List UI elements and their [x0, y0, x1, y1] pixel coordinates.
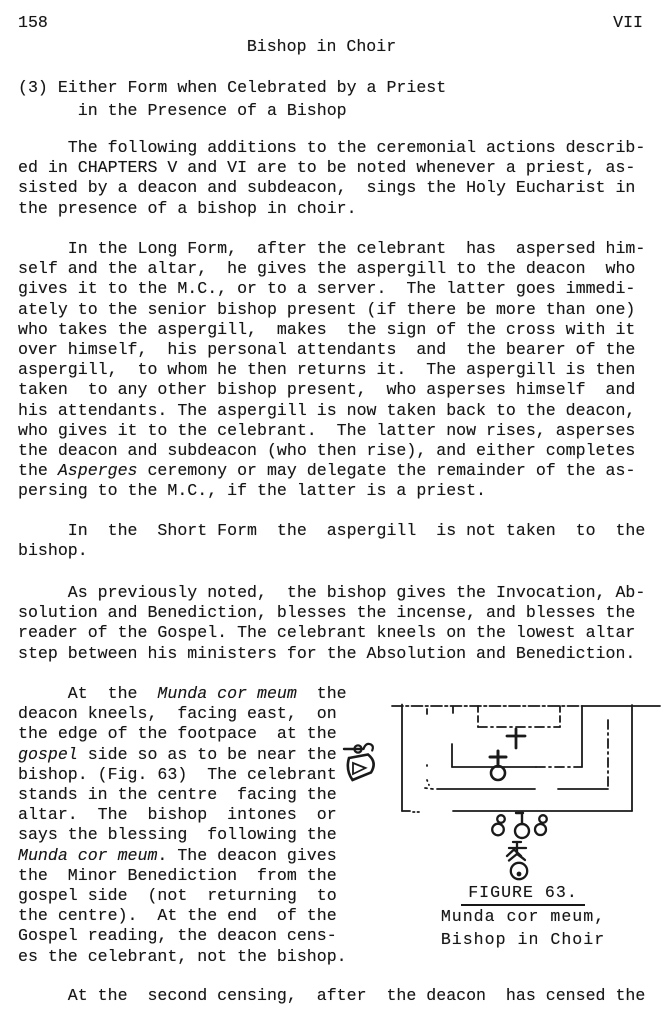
- text-line: over himself, his personal attendants and the bearer of the: [18, 340, 636, 360]
- section-heading: [18, 77, 446, 122]
- text-line: bishop. (Fig. 63) The celebrant: [18, 764, 337, 784]
- paragraph-3: [18, 521, 645, 561]
- bishop-choir-seat-icon: [348, 755, 374, 781]
- text-line: gospel side (not returning to: [18, 886, 337, 906]
- paragraph-1: [18, 138, 645, 219]
- text-line: As previously noted, the bishop gives the Invocation, Ab-: [18, 583, 646, 602]
- paragraph-2: [18, 239, 645, 502]
- kneeling-deacon-icon: [490, 751, 506, 780]
- text-line: taken to any other bishop present, who asperses himself and: [18, 380, 636, 400]
- text-line: the presence of a bishop in choir.: [18, 198, 357, 218]
- text-line: gives it to the M.C., or to a server. The latter goes immedi-: [18, 279, 636, 299]
- text-line: ed in CHAPTERS V and VI are to be noted whenever a priest, as-: [18, 158, 636, 178]
- running-title: Bishop in Choir: [246, 37, 397, 56]
- text-line: in the Presence of a Bishop: [18, 100, 347, 120]
- text-line: the Minor Benediction from the: [18, 865, 337, 885]
- text-line: persing to the M.C., if the latter is a priest.: [18, 481, 487, 501]
- text-line: solution and Benediction, blesses the incense, and blesses the: [18, 603, 636, 623]
- figure-caption-title: FIGURE 63.: [461, 883, 585, 906]
- text-line: reader of the Gospel. The celebrant kneels on the lowest altar: [18, 623, 636, 643]
- text-line: his attendants. The aspergill is now taken back to the deacon,: [18, 400, 636, 420]
- text-line: who gives it to the celebrant. The latter now rises, asperses: [18, 420, 636, 440]
- altar-cross-icon: [507, 729, 525, 748]
- text-line: At the Munda cor meum the: [18, 684, 347, 703]
- chapter-numeral: VII: [613, 13, 643, 32]
- bishop-crozier-icon: [344, 744, 373, 753]
- text-line: At the second censing, after the deacon has censed the: [18, 986, 646, 1005]
- altar-outline: [478, 706, 560, 727]
- paragraph-4: [18, 583, 645, 664]
- text-line: altar. The bishop intones or: [18, 805, 337, 825]
- text-line: the deacon and subdeacon (who then rise), and either completes: [18, 441, 636, 461]
- text-line: (3) Either Form when Celebrated by a Priest: [18, 78, 447, 97]
- page-number: 158: [18, 13, 48, 32]
- text-line: Gospel reading, the deacon cens-: [18, 926, 337, 946]
- text-line: The following additions to the ceremonial actions describ-: [18, 138, 646, 157]
- text-line: deacon kneels, facing east, on: [18, 704, 337, 724]
- text-line: the edge of the footpace at the: [18, 724, 337, 744]
- text-line: bishop.: [18, 541, 88, 561]
- text-line: sisted by a deacon and subdeacon, sings the Holy Eucharist in: [18, 178, 636, 198]
- figure-caption-line1: Munda cor meum,: [440, 907, 606, 926]
- text-line: gospel side so as to be near the: [18, 744, 337, 764]
- text-line: step between his ministers for the Absolution and Benediction.: [18, 643, 636, 663]
- figure-caption-line2: Bishop in Choir: [440, 929, 606, 949]
- assistant-left-icon: [492, 815, 505, 835]
- sanctuary-outline: [392, 705, 660, 812]
- text-line: In the Long Form, after the celebrant has aspersed him-: [18, 239, 646, 258]
- text-line: who takes the aspergill, makes the sign of the cross with it: [18, 319, 636, 339]
- text-line: es the celebrant, not the bishop.: [18, 946, 347, 966]
- text-line: aspergill, to whom he then returns it. The aspergill is then: [18, 360, 636, 380]
- paragraph-5-left-column: [18, 684, 358, 967]
- celebrant-icon: [515, 813, 529, 838]
- text-line: the centre). At the end of the: [18, 906, 337, 926]
- text-line: In the Short Form the aspergill is not taken to the: [18, 521, 646, 540]
- text-line: the Asperges ceremony or may delegate the remainder of the as-: [18, 461, 636, 481]
- text-line: self and the altar, he gives the aspergill to the deacon who: [18, 259, 636, 279]
- text-line: says the blessing following the: [18, 825, 337, 845]
- paragraph-6-first-line: [18, 986, 645, 1006]
- figure-caption: [378, 883, 665, 951]
- text-line: Munda cor meum. The deacon gives: [18, 845, 337, 865]
- text-line: ately to the senior bishop present (if there be more than one): [18, 299, 636, 319]
- text-line: stands in the centre facing the: [18, 785, 337, 805]
- figure-63-diagram: [340, 688, 665, 898]
- step-lines: [402, 788, 632, 812]
- assistant-right-icon: [535, 815, 547, 835]
